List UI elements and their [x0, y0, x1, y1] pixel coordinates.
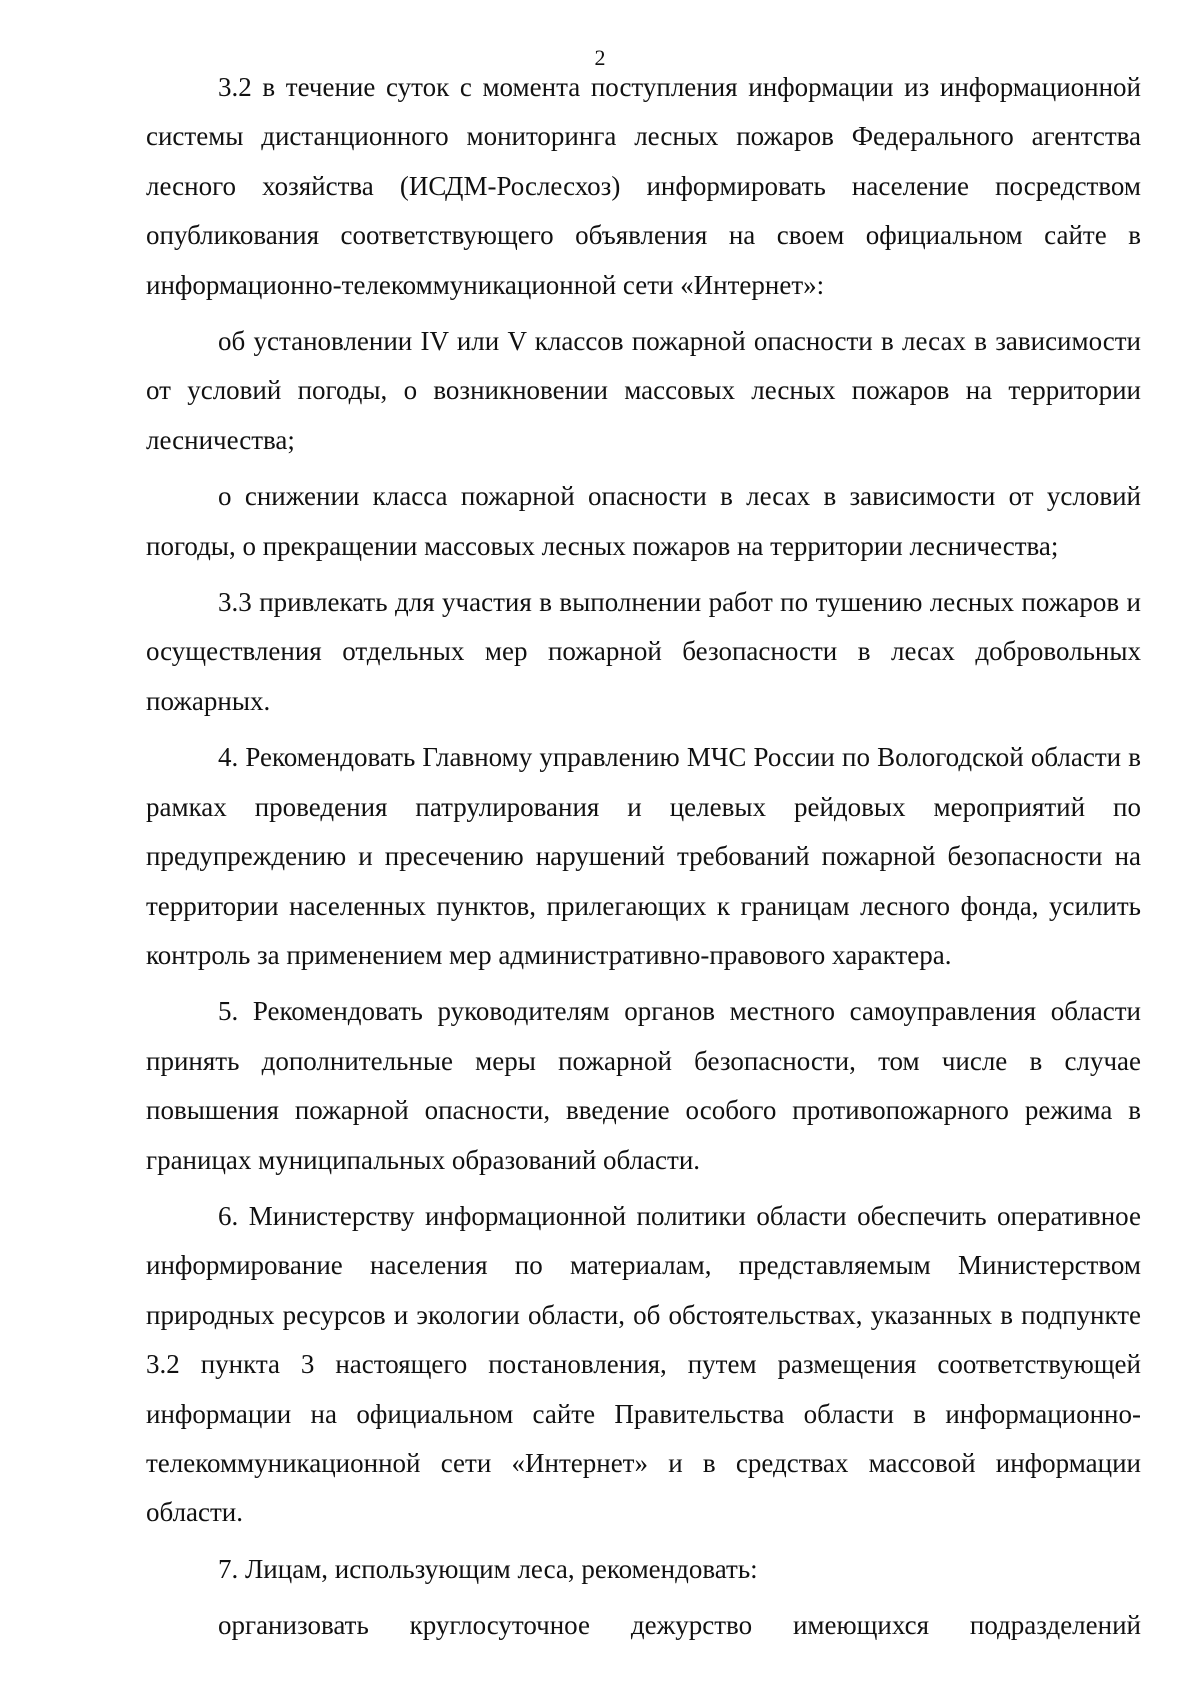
page-number: 2: [594, 45, 606, 70]
paragraph-3-2: 3.2 в течение суток с момента поступления информации из информационной системы дистанционного мониторинга лесных пожаров Федерального агентства лесного хозяйства (ИСДМ-Рослесхоз) информировать население посредством опубликования соответствующего объявления на своем официальном сайте в информационно-телекоммуникационной сети «Интернет»:: [146, 72, 1141, 300]
paragraph-4: 4. Рекомендовать Главному управлению МЧС России по Вологодской области в рамках проведения патрулирования и целевых рейдовых мероприятий по предупреждению и пресечению нарушений требований пожарной безопасности на территории населенных пунктов, прилегающих к границам лесного фонда, усилить контроль за применением мер административно-правового характера.: [146, 742, 1141, 970]
paragraph-7-item: организовать круглосуточное дежурство имеющихся подразделений: [218, 1610, 1141, 1641]
paragraph-fire-class-increase: об установлении IV или V классов пожарной опасности в лесах в зависимости от условий погоды, о возникновении массовых лесных пожаров на территории лесничества;: [146, 326, 1141, 455]
document-body: [146, 63, 1141, 1658]
paragraph-3-3: 3.3 привлекать для участия в выполнении работ по тушению лесных пожаров и осуществления отдельных мер пожарной безопасности в лесах добровольных пожарных.: [146, 587, 1141, 716]
paragraph-fire-class-decrease: о снижении класса пожарной опасности в лесах в зависимости от условий погоды, о прекращении массовых лесных пожаров на территории лесничества;: [146, 481, 1141, 561]
paragraph-7: 7. Лицам, использующим леса, рекомендовать:: [218, 1553, 758, 1584]
paragraph-5: 5. Рекомендовать руководителям органов местного самоуправления области принять дополнительные меры пожарной безопасности, том числе в случае повышения пожарной опасности, введение особого противопожарного режима в границах муниципальных образований области.: [146, 996, 1141, 1175]
paragraph-6: 6. Министерству информационной политики области обеспечить оперативное информирование населения по материалам, представляемым Министерством природных ресурсов и экологии области, об обстоятельствах, указанных в подпункте 3.2 пункта 3 настоящего постановления, путем размещения соответствующей информации на официальном сайте Правительства области в информационно-телекоммуникационной сети «Интернет» и в средствах массовой информации области.: [146, 1200, 1141, 1528]
